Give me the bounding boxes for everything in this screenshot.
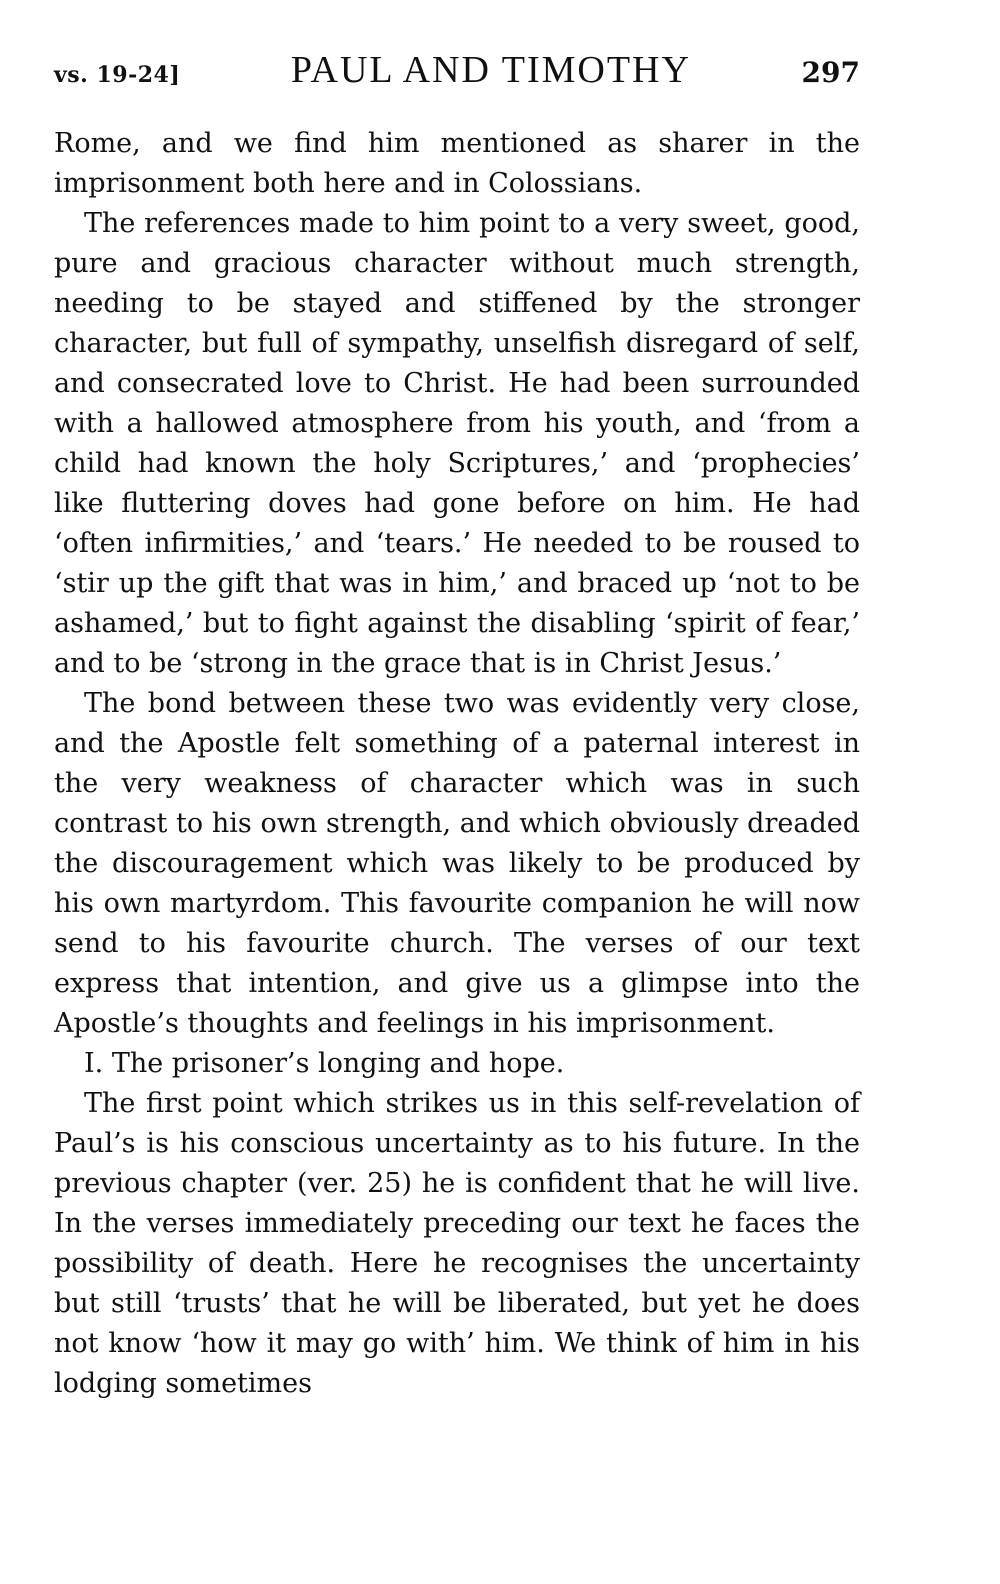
- page-number: 297: [801, 56, 860, 89]
- book-page: [54, 48, 860, 1404]
- section-heading: I. The prisoner’s longing and hope.: [84, 1048, 565, 1079]
- paragraph: The first point which strikes us in this self-revelation of Paul’s is his conscious uncertainty as to his future. In the previous chapter (ver. 25) he is confident that he will live. In the verses immediately preceding our text he faces the possibility of death. Here he recognises the uncertainty but still ‘trusts’ that he will be liberated, but yet he does not know ‘how it may go with’ him. We think of him in his lodging sometimes: [54, 1088, 860, 1399]
- running-head: [54, 48, 860, 94]
- paragraph-continuation: Rome, and we find him mentioned as sharer in the imprisonment both here and in Colossians.: [54, 128, 860, 199]
- body-text: [54, 124, 860, 1404]
- paragraph: The references made to him point to a very sweet, good, pure and gracious character without much strength, needing to be stayed and stiffened by the stronger character, but full of sympathy, unselfish disregard of self, and consecrated love to Christ. He had been surrounded with a hallowed atmosphere from his youth, and ‘from a child had known the holy Scriptures,’ and ‘prophecies’ like fluttering doves had gone before on him. He had ‘often infirmities,’ and ‘tears.’ He needed to be roused to ‘stir up the gift that was in him,’ and braced up ‘not to be ashamed,’ but to fight against the disabling ‘spirit of fear,’ and to be ‘strong in the grace that is in Christ Jesus.’: [54, 208, 860, 679]
- running-title: PAUL AND TIMOTHY: [290, 49, 691, 91]
- paragraph: The bond between these two was evidently very close, and the Apostle felt something of a paternal interest in the very weakness of character which was in such contrast to his own strength, and which obviously dreaded the discouragement which was likely to be produced by his own martyrdom. This favourite companion he will now send to his favourite church. The verses of our text express that intention, and give us a glimpse into the Apostle’s thoughts and feelings in his imprisonment.: [54, 688, 860, 1039]
- verse-range: vs. 19-24]: [54, 62, 181, 88]
